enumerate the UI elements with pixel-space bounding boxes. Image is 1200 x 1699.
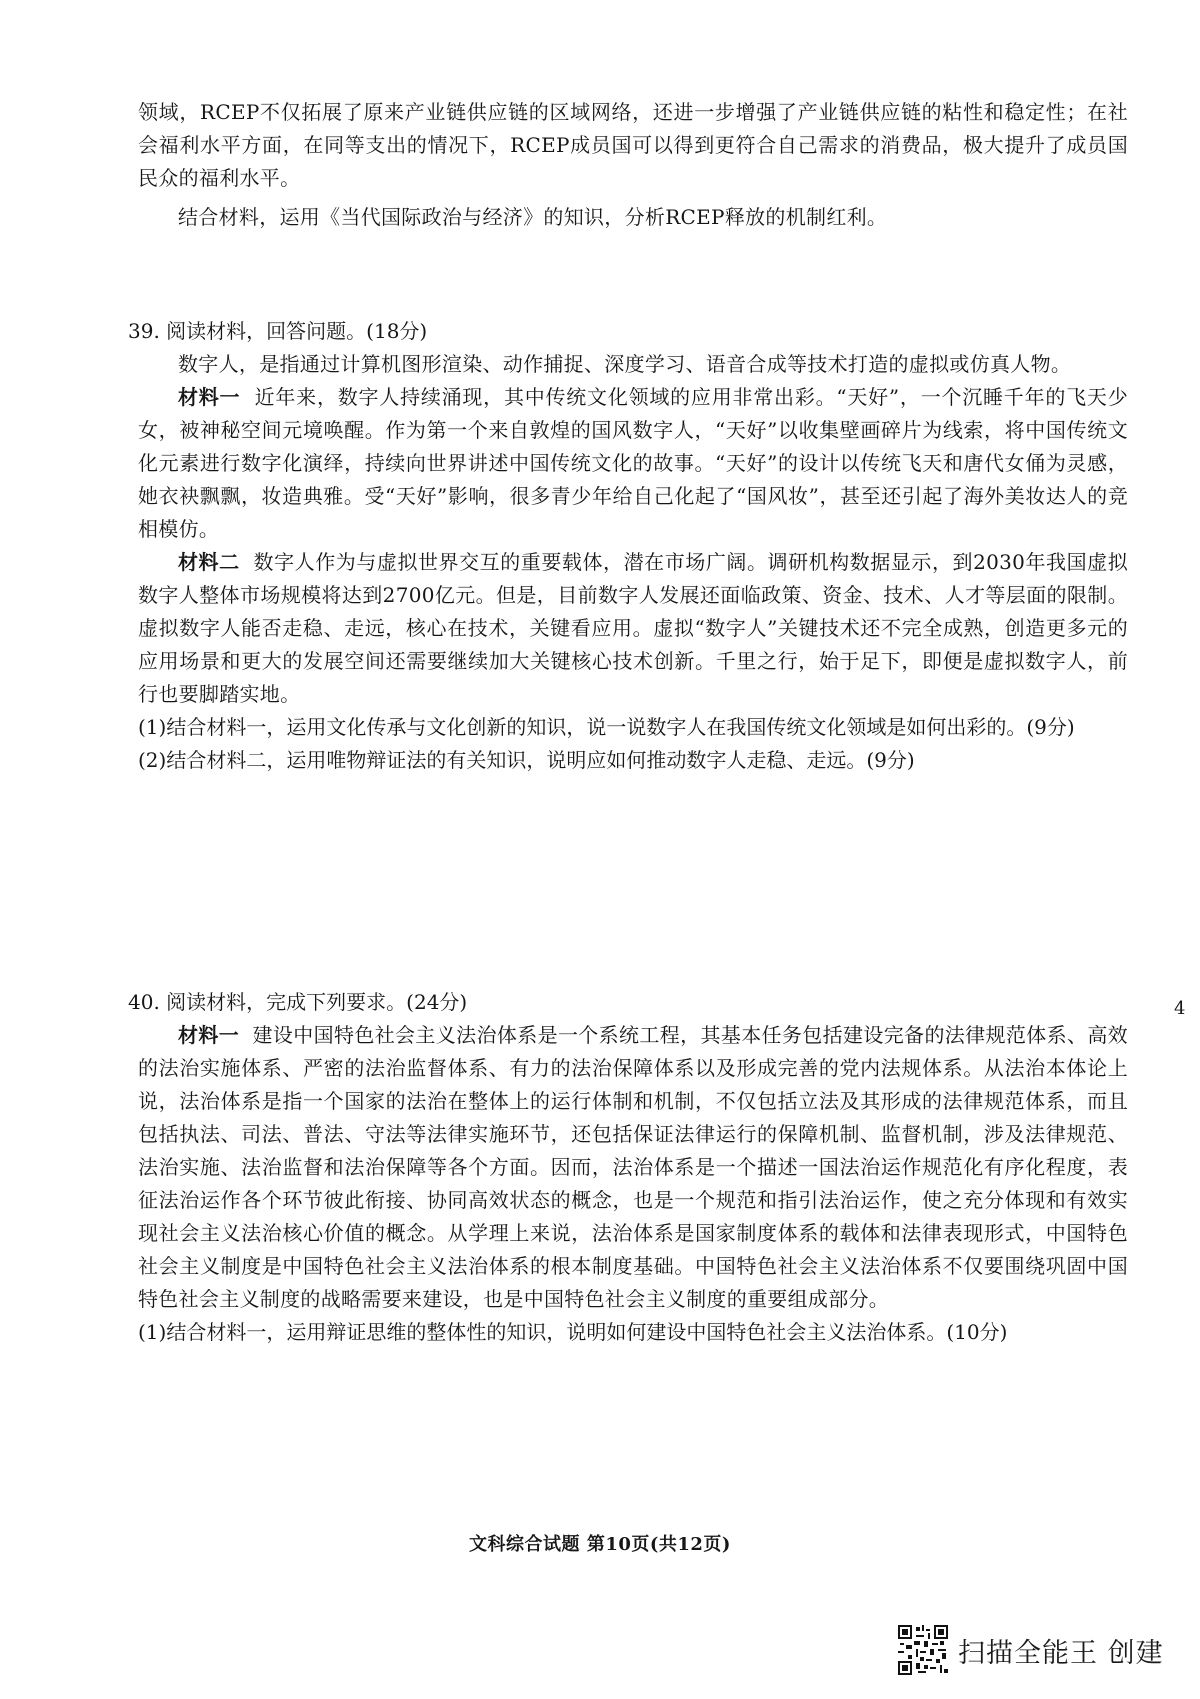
q39-material-2-text: 数字人作为与虚拟世界交互的重要载体，潜在市场广阔。调研机构数据显示，到2030年我国虚拟数字人整体市场规模将达到2700亿元。但是，目前数字人发展还面临政策、资金、技术、人才等层面的限制。虚拟数字人能否走稳、走远，核心在技术，关键看应用。虚拟“数字人”关键技术还不完全成熟，创造更多元的应用场景和更大的发展空间还需要继续加大关键核心技术创新。千里之行，始于足下，即便是虚拟数字人，前行也要脚踏实地。 bbox=[138, 550, 1128, 706]
q40-material-1 bbox=[138, 1019, 1128, 1316]
q39-material-2-label: 材料二 bbox=[178, 550, 240, 574]
q39-material-1 bbox=[138, 381, 1128, 546]
margin-page-number: 4 bbox=[1174, 998, 1186, 1019]
q39-subquestion-2: (2)结合材料二，运用唯物辩证法的有关知识，说明应如何推动数字人走稳、走远。(9分) bbox=[138, 748, 915, 772]
q39-material-1-text: 近年来，数字人持续涌现，其中传统文化领域的应用非常出彩。“天好”，一个沉睡千年的飞天少女，被神秘空间元境唤醒。作为第一个来自敦煌的国风数字人，“天好”以收集壁画碎片为线索，将中国传统文化元素进行数字化演绎，持续向世界讲述中国传统文化的故事。“天好”的设计以传统飞天和唐代女俑为灵感，她衣袂飘飘，妆造典雅。受“天好”影响，很多青少年给自己化起了“国风妆”，甚至还引起了海外美妆达人的竞相模仿。 bbox=[138, 385, 1128, 541]
q38-material-tail: 领域，RCEP不仅拓展了原来产业链供应链的区域网络，还进一步增强了产业链供应链的粘性和稳定性；在社会福利水平方面，在同等支出的情况下，RCEP成员国可以得到更符合自己需求的消费品，极大提升了成员国民众的福利水平。 bbox=[138, 100, 1128, 190]
q39-subquestion-1: (1)结合材料一，运用文化传承与文化创新的知识，说一说数字人在我国传统文化领域是如何出彩的。(9分) bbox=[138, 715, 1075, 739]
q39-intro: 数字人，是指通过计算机图形渲染、动作捕捉、深度学习、语音合成等技术打造的虚拟或仿真人物。 bbox=[178, 352, 1072, 376]
q38-question: 结合材料，运用《当代国际政治与经济》的知识，分析RCEP释放的机制红利。 bbox=[178, 205, 888, 229]
q40 bbox=[128, 986, 1128, 1349]
scanner-watermark bbox=[898, 1622, 1164, 1678]
q39-header: 39. 阅读材料，回答问题。(18分) bbox=[128, 319, 428, 343]
qr-code-icon bbox=[898, 1625, 948, 1675]
q39-material-2 bbox=[138, 546, 1128, 711]
page-footer: 文科综合试题 第10页(共12页) bbox=[469, 1534, 731, 1555]
q40-material-1-text: 建设中国特色社会主义法治体系是一个系统工程，其基本任务包括建设完备的法律规范体系、高效的法治实施体系、严密的法治监督体系、有力的法治保障体系以及形成完善的党内法规体系。从法治本体论上说，法治体系是指一个国家的法治在整体上的运行体制和机制，不仅包括立法及其形成的法律规范体系，而且包括执法、司法、普法、守法等法律实施环节，还包括保证法律运行的保障机制、监督机制，涉及法律规范、法治实施、法治监督和法治保障等各个方面。因而，法治体系是一个描述一国法治运作规范化有序化程度，表征法治运作各个环节彼此衔接、协同高效状态的概念，也是一个规范和指引法治运作，使之充分体现和有效实现社会主义法治核心价值的概念。从学理上来说，法治体系是国家制度体系的载体和法律表现形式，中国特色社会主义制度是中国特色社会主义法治体系的根本制度基础。中国特色社会主义法治体系不仅要围绕巩固中国特色社会主义制度的战略需要来建设，也是中国特色社会主义制度的重要组成部分。 bbox=[138, 1023, 1128, 1311]
q39 bbox=[128, 315, 1128, 777]
q38-tail bbox=[138, 96, 1128, 234]
q40-header: 40. 阅读材料，完成下列要求。(24分) bbox=[128, 990, 468, 1014]
q40-subquestion-1: (1)结合材料一，运用辩证思维的整体性的知识，说明如何建设中国特色社会主义法治体系。(10分) bbox=[138, 1320, 1008, 1344]
q39-material-1-label: 材料一 bbox=[178, 385, 241, 409]
watermark-text: 扫描全能王 创建 bbox=[958, 1637, 1164, 1669]
q40-material-1-label: 材料一 bbox=[178, 1023, 240, 1047]
